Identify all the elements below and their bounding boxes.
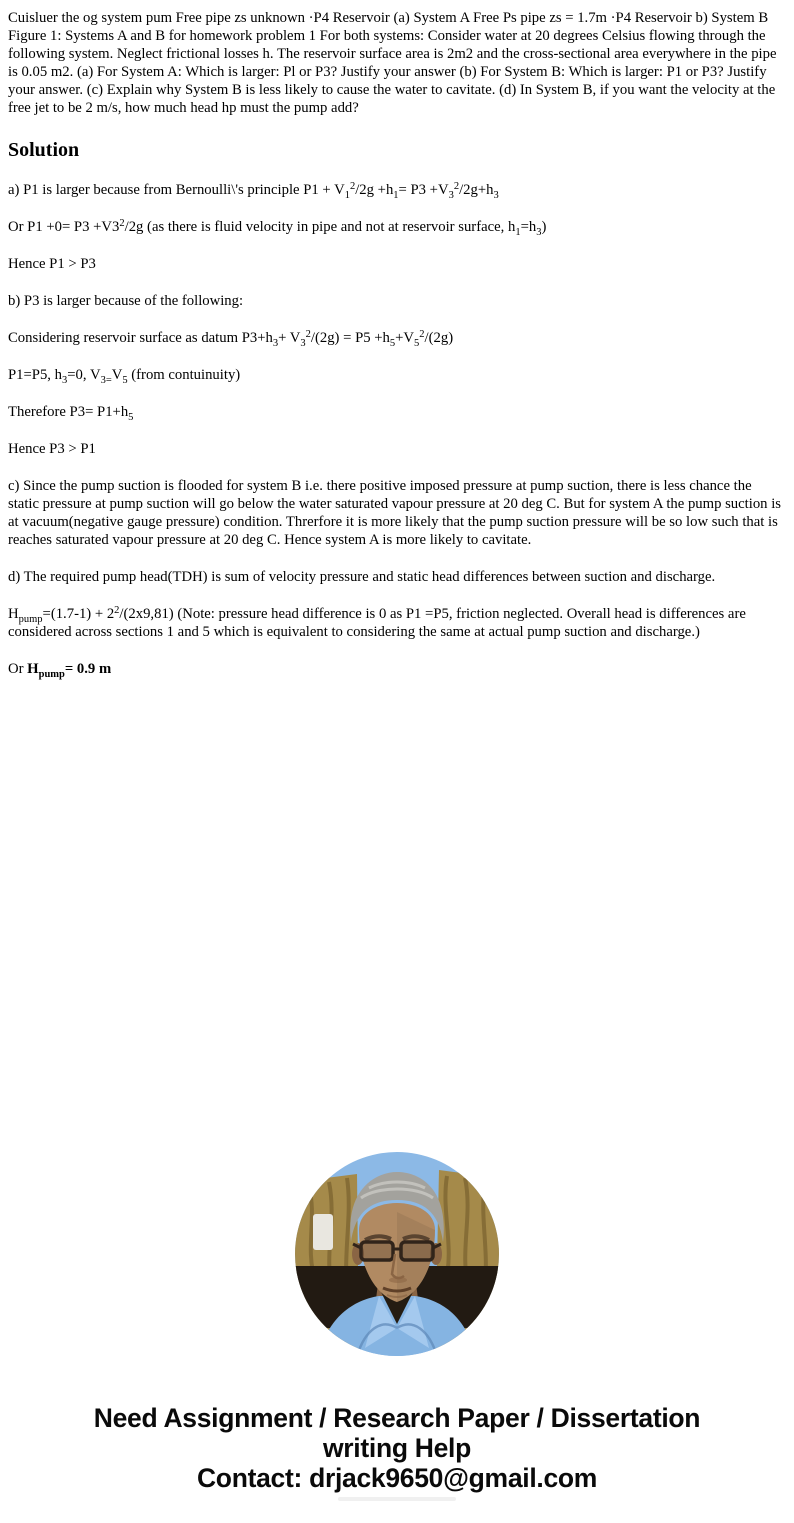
footer-banner xyxy=(0,1403,794,1493)
solution-para-b: b) P3 is larger because of the following: xyxy=(8,293,244,309)
avatar-wall-panel xyxy=(313,1214,333,1250)
solution-para-hpump: $H_{pump}=(1.7-1) + 2^2/(2x9,81)$ (Note: pressure head difference is 0 as P1 =P5, friction neglected. Overall head is differences are considered across sections 1 and 5 which is equivalent to considering the same at actual pump suction and discharge.) xyxy=(8,605,746,640)
solution-para-datum: Considering reservoir surface as datum $P3+h_3+ V_3^2/(2g) = P5 +h_5+V_5^2/(2g)$ xyxy=(8,329,454,349)
solution-para-c: c) Since the pump suction is flooded for system B i.e. there positive imposed pressure at pump suction, there is less chance the static pressure at pump suction will go below the water saturated vapour pressure at 20 deg C. But for system A the pump suction is at vacuum(negative gauge pressure) condition. Threrfore it is more likely that the pump suction pressure will be so low such that is reaches saturated vapour pressure at 20 deg C. Hence system A is more likely to cavitate. xyxy=(8,478,781,548)
solution-para-hence-a: Hence P1 > P3 xyxy=(8,256,96,272)
footer-line-2: writing Help xyxy=(322,1433,472,1463)
solution-para-d: d) The required pump head(TDH) is sum of velocity pressure and static head differences between suction and discharge. xyxy=(8,569,716,585)
avatar xyxy=(295,1152,499,1356)
solution-para-or: Or $P1 +0= P3 +V3^2/2g$ (as there is fluid velocity in pipe and not at reservoir surface, $h_1=h_3$) xyxy=(8,218,547,238)
solution-heading: Solution xyxy=(8,139,80,161)
footer-contact-line: Contact: drjack9650@gmail.com xyxy=(196,1463,598,1493)
solution-para-result: Or $H_{pump}= 0.9$ m xyxy=(8,661,112,680)
footer-underline xyxy=(338,1497,456,1501)
solution-para-therefore: Therefore $P3= P1+h_5$ xyxy=(8,404,134,423)
avatar-photo xyxy=(295,1152,499,1356)
question-text: Cuisluer the og system pum Free pipe zs unknown ·P4 Reservoir (a) System A Free Ps pipe zs = 1.7m ·P4 Reservoir b) System B Figure 1: Systems A and B for homework problem 1 For both systems: Consider water at 20 degrees Celsius flowing through the following system. Neglect frictional losses h. The reservoir surface area is 2m2 and the cross-sectional area everywhere in the pipe is 0.05 m2. (a) For System A: Which is larger: Pl or P3? Justify your answer (b) For System B: Which is larger: P1 or P3? Justify your answer. (c) Explain why System B is less likely to cause the water to cavitate. (d) In System B, if you want the velocity at the free jet to be 2 m/s, how much head hp must the pump add? xyxy=(8,10,777,116)
solution-para-continuity: P1=P5, $h_3=0$, $V_{3=}V_5$ (from contuinuity) xyxy=(8,367,241,386)
document-body xyxy=(0,0,794,678)
solution-para-hence-b: Hence P3 > P1 xyxy=(8,441,96,457)
solution-para-a: a) P1 is larger because from Bernoulli\'s principle $P1 + V_1^2/2g +h_1= P3 +V_3^2/2g+h_3$ xyxy=(8,181,499,201)
footer-line-1: Need Assignment / Research Paper / Dissertation xyxy=(93,1403,701,1433)
